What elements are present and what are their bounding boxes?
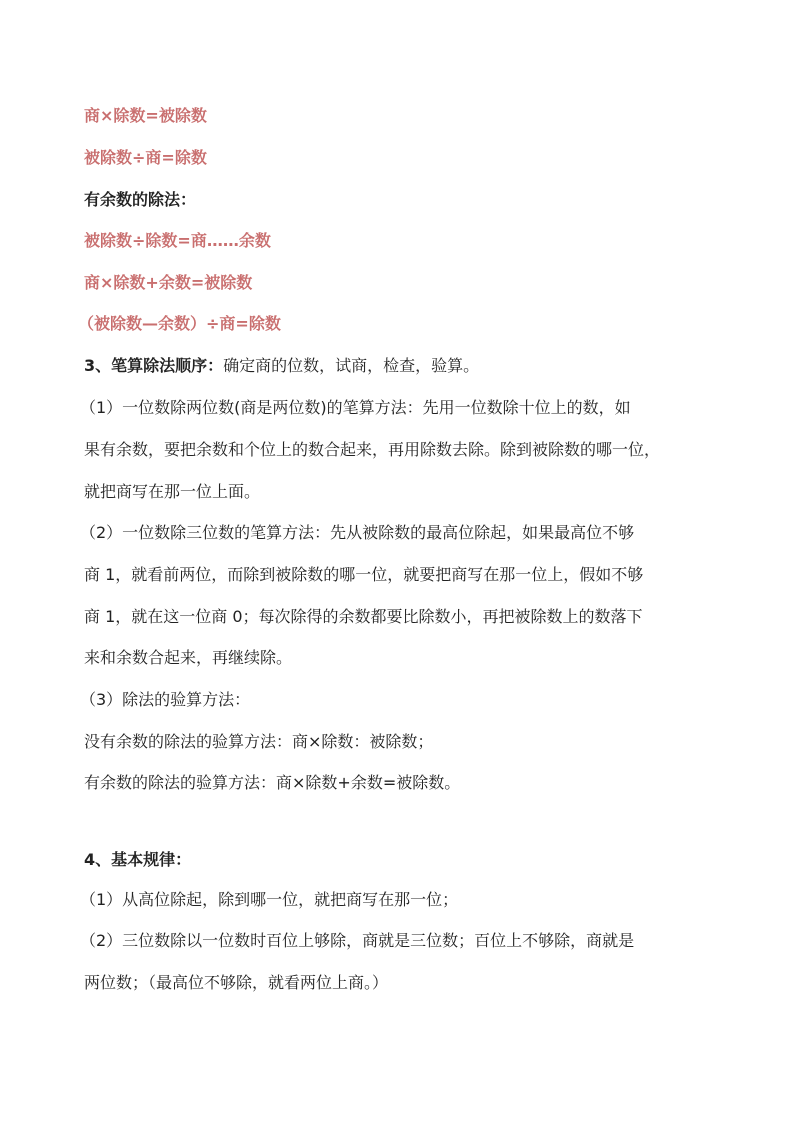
- paragraph-line: （1）从高位除起，除到哪一位，就把商写在那一位；: [80, 890, 459, 909]
- paragraph-line: （2）一位数除三位数的笔算方法：先从被除数的最高位除起，如果最高位不够: [80, 523, 635, 542]
- paragraph-line: （2）三位数除以一位数时百位上够除，商就是三位数；百位上不够除，商就是: [80, 931, 635, 950]
- paragraph-line: 商 1，就在这一位商 0；每次除得的余数都要比除数小，再把被除数上的数落下: [84, 607, 643, 626]
- paragraph-line: （3）除法的验算方法：: [80, 690, 251, 709]
- remainder-heading: 有余数的除法：: [84, 190, 197, 209]
- section3-heading: 3、笔算除法顺序：: [84, 356, 224, 375]
- formula-line: （被除数—余数）÷商=除数: [78, 314, 281, 333]
- formula-line: 商×除数=被除数: [84, 106, 207, 125]
- section4-heading: 4、基本规律：: [84, 850, 192, 869]
- formula-line: 被除数÷除数=商……余数: [84, 231, 271, 250]
- paragraph-line: 没有余数的除法的验算方法：商×除数：被除数；: [84, 732, 434, 751]
- formula-line: 商×除数+余数=被除数: [84, 273, 253, 292]
- paragraph-line: [84, 438, 724, 462]
- formula-line: 被除数÷商=除数: [84, 148, 207, 167]
- paragraph-line: 有余数的除法的验算方法：商×除数+余数=被除数。: [84, 773, 461, 792]
- paragraph-line: 就把商写在那一位上面。: [84, 482, 261, 501]
- paragraph-line: [80, 396, 720, 420]
- paragraph-text: （1）一位数除两位数(商是两位数)的笔算方法：先用一位数除十位上的数，如: [80, 398, 631, 417]
- paragraph-line: 来和余数合起来，再继续除。: [84, 648, 293, 667]
- paragraph-line: 两位数；（最高位不够除，就看两位上商。）: [84, 973, 389, 992]
- paragraph-line: 商 1，就看前两位，而除到被除数的哪一位，就要把商写在那一位上，假如不够: [84, 565, 644, 584]
- paragraph-text: 果有余数，要把余数和个位上的数合起来，再用除数去除。除到被除数的哪一位，: [84, 440, 661, 459]
- section3-heading-text: 确定商的位数，试商，检查，验算。: [223, 356, 480, 375]
- section3-heading-line: [84, 354, 724, 378]
